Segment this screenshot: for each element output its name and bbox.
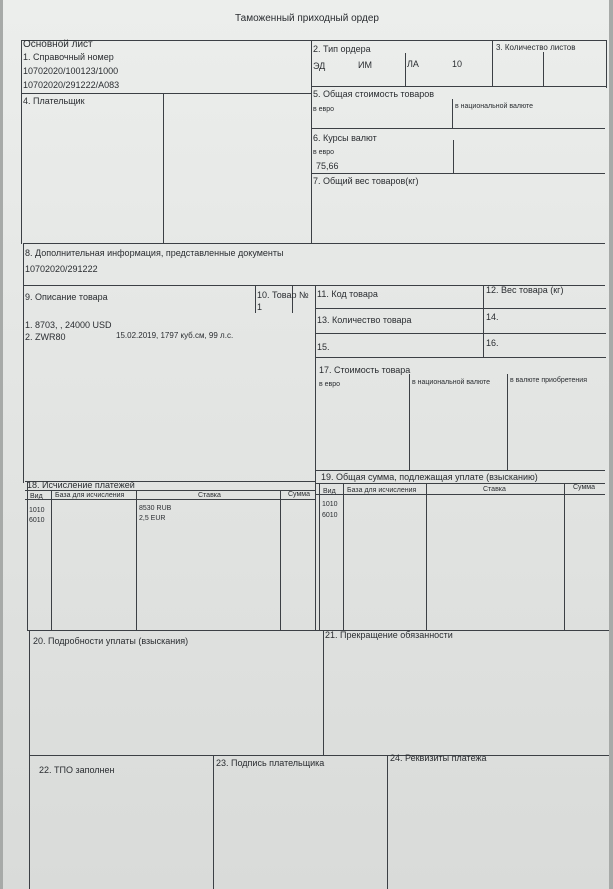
field24-label: 24. Реквизиты платежа xyxy=(390,753,487,763)
rule xyxy=(315,285,316,631)
rule xyxy=(323,630,324,755)
rule xyxy=(453,140,454,173)
field7-label: 7. Общий вес товаров(кг) xyxy=(313,176,419,186)
field5-label: 5. Общая стоимость товаров xyxy=(313,89,435,99)
field21-label: 21. Прекращение обязанности xyxy=(325,630,453,640)
rule xyxy=(409,374,410,470)
rule xyxy=(315,333,606,334)
rule xyxy=(311,128,605,129)
field2-option-ed: ЭД xyxy=(313,61,326,71)
field19-col-rate: Ставка xyxy=(483,486,506,493)
field19-type-6010: 6010 xyxy=(322,512,338,519)
rule xyxy=(21,40,22,244)
field9-line2-code: 2. ZWR80 xyxy=(25,332,66,342)
rule xyxy=(492,40,493,87)
rule xyxy=(213,755,214,889)
field6-label: 6. Курсы валют xyxy=(313,133,377,143)
customs-receipt-order-form xyxy=(3,0,609,889)
field1-line1: 10702020/100123/1000 xyxy=(23,66,119,76)
field19-col-sum: Сумма xyxy=(573,484,595,491)
field9-line2-rest: 15.02.2019, 1797 куб.см, 99 л.с. xyxy=(116,331,234,340)
rule xyxy=(280,490,281,630)
field18-col-rate: Ставка xyxy=(198,492,221,499)
rule xyxy=(426,483,427,630)
field19-col-base: База для исчисления xyxy=(347,487,417,494)
field5-national-label: в национальной валюте xyxy=(455,103,534,110)
rule xyxy=(387,755,388,889)
field17-national-label: в национальной валюте xyxy=(412,379,491,386)
field1-line2: 10702020/291222/A083 xyxy=(23,80,120,90)
rule xyxy=(452,99,453,129)
field10-label: 10. Товар № xyxy=(257,290,309,300)
rule xyxy=(21,93,311,94)
field3-label: 3. Количество листов xyxy=(496,43,576,52)
field12-label: 12. Вес товара (кг) xyxy=(486,285,564,295)
field17-label: 17. Стоимость товара xyxy=(319,365,411,375)
rule xyxy=(29,755,609,756)
field9-label: 9. Описание товара xyxy=(25,292,108,302)
field9-line1: 1. 8703, , 24000 USD xyxy=(25,320,112,330)
field18-type-6010: 6010 xyxy=(29,517,45,524)
field5-eur-label: в евро xyxy=(313,106,335,113)
field22-label: 22. ТПО заполнен xyxy=(39,765,115,775)
form-title: Таможенный приходный ордер xyxy=(235,13,379,24)
field8-label: 8. Дополнительная информация, представленные документы xyxy=(25,248,284,258)
rule xyxy=(51,490,52,630)
rule xyxy=(23,243,605,244)
field17-eur-label: в евро xyxy=(319,381,341,388)
field23-label: 23. Подпись плательщика xyxy=(216,758,325,768)
rule xyxy=(507,374,508,470)
field10-value: 1 xyxy=(257,302,263,312)
field14-label: 14. xyxy=(486,312,499,322)
field6-value: 75,66 xyxy=(316,161,339,171)
rule xyxy=(29,630,30,889)
rule xyxy=(311,86,607,87)
field2-value: 10 xyxy=(452,59,463,69)
field11-label: 11. Код товара xyxy=(317,289,378,299)
field18-type-1010: 1010 xyxy=(29,507,45,514)
rule xyxy=(315,308,606,309)
rule xyxy=(564,483,565,630)
rule xyxy=(23,243,24,483)
rule xyxy=(405,53,406,87)
field6-eur-label: в евро xyxy=(313,149,335,156)
field16-label: 16. xyxy=(486,338,499,348)
field18-rate-1: 8530 RUB xyxy=(139,505,172,512)
rule xyxy=(136,490,137,630)
field17-purchase-label: в валюте приобретения xyxy=(510,377,587,384)
rule xyxy=(21,40,606,41)
field19-type-1010: 1010 xyxy=(322,501,338,508)
rule xyxy=(315,357,606,358)
field8-value: 10702020/291222 xyxy=(25,264,98,274)
rule xyxy=(319,483,320,630)
rule xyxy=(315,470,605,471)
field19-label: 19. Общая сумма, подлежащая уплате (взысканию) xyxy=(321,472,538,482)
field2-option-la: ЛА xyxy=(407,59,419,69)
rule xyxy=(27,481,28,630)
field13-label: 13. Количество товара xyxy=(317,315,412,325)
field1-label: 1. Справочный номер xyxy=(23,52,114,62)
field18-col-type: Вид xyxy=(30,493,43,500)
field18-rate-2: 2,5 EUR xyxy=(139,515,166,522)
rule xyxy=(311,173,605,174)
field18-label: 18. Исчисление платежей xyxy=(27,480,135,490)
field2-option-im: ИМ xyxy=(358,60,372,70)
field2-label: 2. Тип ордера xyxy=(313,44,371,54)
rule xyxy=(606,40,607,88)
field15-label: 15. xyxy=(317,342,330,352)
field19-col-type: Вид xyxy=(323,488,336,495)
rule xyxy=(311,40,312,243)
rule xyxy=(543,52,544,87)
field18-col-base: База для исчисления xyxy=(55,492,125,499)
rule xyxy=(27,630,609,631)
rule xyxy=(483,285,484,357)
rule xyxy=(163,93,164,243)
rule xyxy=(315,483,605,484)
field18-col-sum: Сумма xyxy=(288,491,310,498)
rule xyxy=(343,483,344,630)
main-sheet-label: Основной лист xyxy=(23,39,93,50)
rule xyxy=(255,286,256,313)
field20-label: 20. Подробности уплаты (взыскания) xyxy=(33,636,189,646)
field4-label: 4. Плательщик xyxy=(23,96,85,106)
